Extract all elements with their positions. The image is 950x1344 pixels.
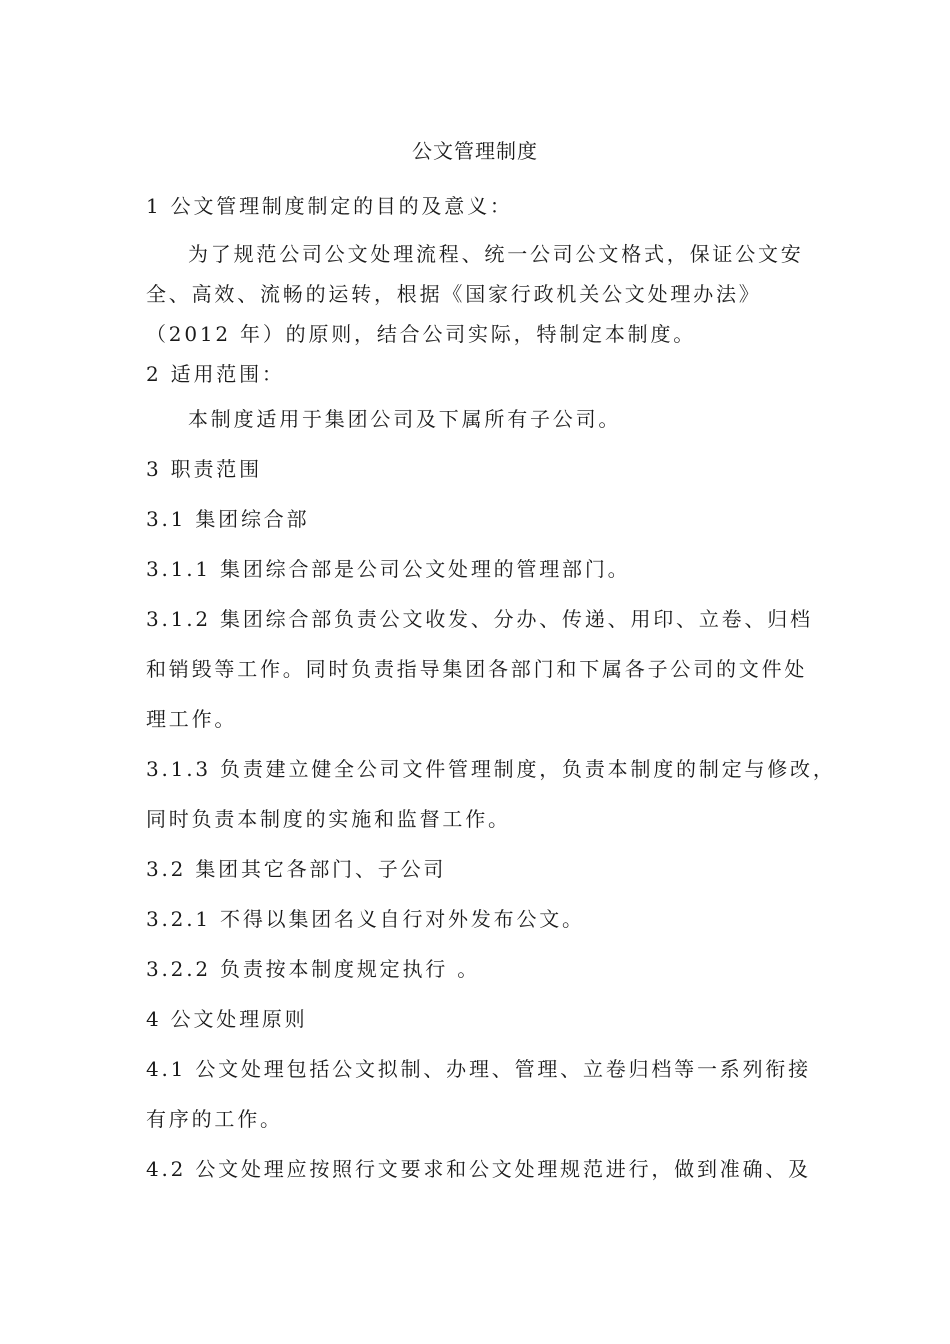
text-line: 4.1 公文处理包括公文拟制、办理、管理、立卷归档等一系列衔接 [146, 1057, 811, 1081]
clause-3-1-1 [146, 544, 818, 594]
text-line: 3.1.2 集团综合部负责公文收发、分办、传递、用印、立卷、归档 [146, 607, 813, 631]
text-line: 2 适用范围： [146, 362, 285, 386]
text-line: 3.2 集团其它各部门、子公司 [146, 857, 447, 881]
subsection-heading-3-2 [146, 844, 818, 894]
text-line: 理工作。 [146, 707, 238, 731]
section-heading-responsibilities [146, 444, 818, 494]
text-line: 3.1.3 负责建立健全公司文件管理制度，负责本制度的制定与修改， [146, 757, 836, 781]
section-heading-principles [146, 994, 818, 1044]
text-line: 1 公文管理制度制定的目的及意义： [146, 194, 513, 218]
text-line: 3.1 集团综合部 [146, 507, 310, 531]
clause-3-2-2 [146, 944, 818, 994]
text-line: 有序的工作。 [146, 1107, 283, 1131]
text-line: 为了规范公司公文处理流程、统一公司公文格式，保证公文安 [188, 242, 804, 266]
text-line: 3.1.1 集团综合部是公司公文处理的管理部门。 [146, 557, 631, 581]
clause-3-1-2 [146, 594, 818, 744]
clause-3-1-3 [146, 744, 836, 844]
text-line: 和销毁等工作。同时负责指导集团各部门和下属各子公司的文件处 [146, 657, 808, 681]
text-line: 同时负责本制度的实施和监督工作。 [146, 807, 511, 831]
clause-4-1 [146, 1044, 818, 1144]
purpose-paragraph [146, 234, 818, 354]
document-body [146, 186, 836, 1194]
scope-paragraph [146, 394, 818, 444]
section-heading-scope [146, 354, 818, 394]
text-line: 3 职责范围 [146, 457, 262, 481]
text-line: 4 公文处理原则 [146, 1007, 308, 1031]
text-line: 3.2.2 负责按本制度规定执行 。 [146, 957, 481, 981]
clause-4-2 [146, 1144, 818, 1194]
text-line: 本制度适用于集团公司及下属所有子公司。 [188, 407, 622, 431]
text-line: 4.2 公文处理应按照行文要求和公文处理规范进行，做到准确、及 [146, 1157, 811, 1181]
text-line: （2012 年）的原则，结合公司实际，特制定本制度。 [146, 322, 697, 346]
document-title: 公文管理制度 [412, 139, 538, 163]
text-line: 3.2.1 不得以集团名义自行对外发布公文。 [146, 907, 585, 931]
clause-3-2-1 [146, 894, 818, 944]
section-heading-purpose [146, 186, 818, 226]
subsection-heading-3-1 [146, 494, 818, 544]
text-line: 全、高效、流畅的运转，根据《国家行政机关公文处理办法》 [146, 282, 762, 306]
